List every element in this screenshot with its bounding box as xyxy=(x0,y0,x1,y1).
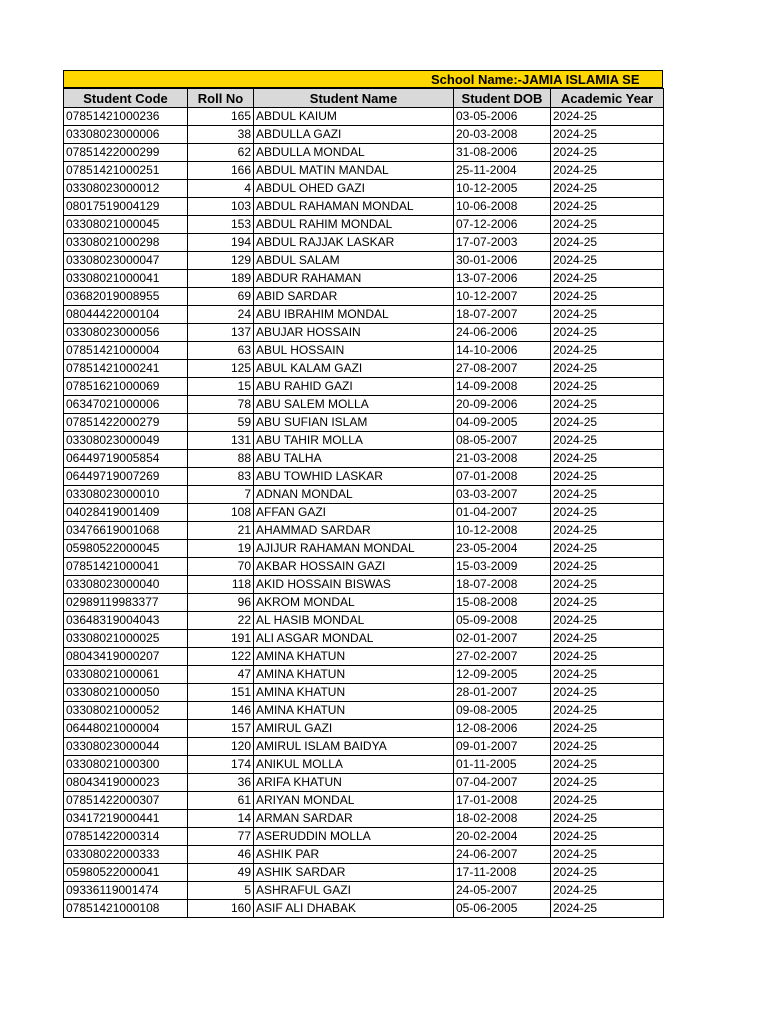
academic-year-cell: 2024-25 xyxy=(551,324,664,342)
student-name-cell: ARIYAN MONDAL xyxy=(254,792,454,810)
roll-no-cell: 157 xyxy=(188,720,254,738)
student-code-cell: 07851421000241 xyxy=(64,360,188,378)
student-name-cell: ABDUL MATIN MANDAL xyxy=(254,162,454,180)
academic-year-cell: 2024-25 xyxy=(551,558,664,576)
academic-year-cell: 2024-25 xyxy=(551,216,664,234)
student-name-cell: ABU RAHID GAZI xyxy=(254,378,454,396)
school-name-text: School Name:-JAMIA ISLAMIA SE xyxy=(431,72,640,87)
roll-no-cell: 108 xyxy=(188,504,254,522)
header-student-dob: Student DOB xyxy=(454,89,551,108)
student-code-cell: 03308022000333 xyxy=(64,846,188,864)
roll-no-cell: 131 xyxy=(188,432,254,450)
student-name-cell: ASERUDDIN MOLLA xyxy=(254,828,454,846)
header-row xyxy=(64,89,664,108)
student-code-cell: 07851421000236 xyxy=(64,108,188,126)
student-code-cell: 05980522000041 xyxy=(64,864,188,882)
academic-year-cell: 2024-25 xyxy=(551,342,664,360)
table-row xyxy=(64,882,664,900)
academic-year-cell: 2024-25 xyxy=(551,432,664,450)
student-code-cell: 03682019008955 xyxy=(64,288,188,306)
roll-no-cell: 83 xyxy=(188,468,254,486)
academic-year-cell: 2024-25 xyxy=(551,756,664,774)
table-row xyxy=(64,846,664,864)
table-row xyxy=(64,540,664,558)
student-name-cell: ABU SALEM MOLLA xyxy=(254,396,454,414)
student-dob-cell: 20-03-2008 xyxy=(454,126,551,144)
roll-no-cell: 96 xyxy=(188,594,254,612)
student-code-cell: 03308023000012 xyxy=(64,180,188,198)
student-name-cell: ABU TOWHID LASKAR xyxy=(254,468,454,486)
table-row xyxy=(64,630,664,648)
roll-no-cell: 38 xyxy=(188,126,254,144)
table-row xyxy=(64,324,664,342)
roll-no-cell: 59 xyxy=(188,414,254,432)
table-row xyxy=(64,126,664,144)
academic-year-cell: 2024-25 xyxy=(551,450,664,468)
roll-no-cell: 7 xyxy=(188,486,254,504)
student-dob-cell: 09-01-2007 xyxy=(454,738,551,756)
student-dob-cell: 18-07-2007 xyxy=(454,306,551,324)
student-name-cell: ANIKUL MOLLA xyxy=(254,756,454,774)
student-code-cell: 06449719007269 xyxy=(64,468,188,486)
roll-no-cell: 49 xyxy=(188,864,254,882)
student-name-cell: AMIRUL GAZI xyxy=(254,720,454,738)
academic-year-cell: 2024-25 xyxy=(551,810,664,828)
student-dob-cell: 23-05-2004 xyxy=(454,540,551,558)
student-dob-cell: 15-03-2009 xyxy=(454,558,551,576)
student-dob-cell: 05-09-2008 xyxy=(454,612,551,630)
table-row xyxy=(64,576,664,594)
student-name-cell: AMINA KHATUN xyxy=(254,702,454,720)
table-row xyxy=(64,414,664,432)
student-dob-cell: 31-08-2006 xyxy=(454,144,551,162)
table-row xyxy=(64,234,664,252)
table-row xyxy=(64,720,664,738)
table-row xyxy=(64,486,664,504)
table-row xyxy=(64,522,664,540)
table-row xyxy=(64,432,664,450)
academic-year-cell: 2024-25 xyxy=(551,648,664,666)
academic-year-cell: 2024-25 xyxy=(551,252,664,270)
academic-year-cell: 2024-25 xyxy=(551,702,664,720)
academic-year-cell: 2024-25 xyxy=(551,684,664,702)
student-dob-cell: 03-05-2006 xyxy=(454,108,551,126)
student-dob-cell: 13-07-2006 xyxy=(454,270,551,288)
student-code-cell: 03308021000041 xyxy=(64,270,188,288)
student-name-cell: AFFAN GAZI xyxy=(254,504,454,522)
table-row xyxy=(64,396,664,414)
table-row xyxy=(64,612,664,630)
academic-year-cell: 2024-25 xyxy=(551,360,664,378)
student-code-cell: 07851421000251 xyxy=(64,162,188,180)
table-row xyxy=(64,198,664,216)
student-dob-cell: 07-01-2008 xyxy=(454,468,551,486)
academic-year-cell: 2024-25 xyxy=(551,198,664,216)
academic-year-cell: 2024-25 xyxy=(551,612,664,630)
table-row xyxy=(64,648,664,666)
roll-no-cell: 88 xyxy=(188,450,254,468)
roll-no-cell: 153 xyxy=(188,216,254,234)
student-name-cell: AKBAR HOSSAIN GAZI xyxy=(254,558,454,576)
student-dob-cell: 07-04-2007 xyxy=(454,774,551,792)
academic-year-cell: 2024-25 xyxy=(551,288,664,306)
academic-year-cell: 2024-25 xyxy=(551,828,664,846)
table-row xyxy=(64,360,664,378)
roll-no-cell: 14 xyxy=(188,810,254,828)
roll-no-cell: 191 xyxy=(188,630,254,648)
student-code-cell: 03308021000300 xyxy=(64,756,188,774)
student-code-cell: 06449719005854 xyxy=(64,450,188,468)
student-name-cell: ABUL KALAM GAZI xyxy=(254,360,454,378)
student-dob-cell: 27-02-2007 xyxy=(454,648,551,666)
student-code-cell: 08043419000207 xyxy=(64,648,188,666)
student-code-cell: 03308021000061 xyxy=(64,666,188,684)
student-code-cell: 07851422000307 xyxy=(64,792,188,810)
academic-year-cell: 2024-25 xyxy=(551,720,664,738)
academic-year-cell: 2024-25 xyxy=(551,738,664,756)
student-code-cell: 07851421000004 xyxy=(64,342,188,360)
student-dob-cell: 25-11-2004 xyxy=(454,162,551,180)
student-name-cell: ASHRAFUL GAZI xyxy=(254,882,454,900)
student-code-cell: 02989119983377 xyxy=(64,594,188,612)
academic-year-cell: 2024-25 xyxy=(551,792,664,810)
student-dob-cell: 10-12-2008 xyxy=(454,522,551,540)
table-row xyxy=(64,306,664,324)
roll-no-cell: 120 xyxy=(188,738,254,756)
academic-year-cell: 2024-25 xyxy=(551,180,664,198)
student-code-cell: 03476619001068 xyxy=(64,522,188,540)
student-dob-cell: 24-06-2006 xyxy=(454,324,551,342)
student-name-cell: AMINA KHATUN xyxy=(254,666,454,684)
student-dob-cell: 27-08-2007 xyxy=(454,360,551,378)
table-row xyxy=(64,810,664,828)
student-dob-cell: 01-11-2005 xyxy=(454,756,551,774)
student-name-cell: AMIRUL ISLAM BAIDYA xyxy=(254,738,454,756)
student-dob-cell: 28-01-2007 xyxy=(454,684,551,702)
academic-year-cell: 2024-25 xyxy=(551,486,664,504)
student-dob-cell: 15-08-2008 xyxy=(454,594,551,612)
table-row xyxy=(64,180,664,198)
school-name-banner xyxy=(63,70,663,88)
academic-year-cell: 2024-25 xyxy=(551,504,664,522)
academic-year-cell: 2024-25 xyxy=(551,144,664,162)
student-dob-cell: 20-09-2006 xyxy=(454,396,551,414)
student-name-cell: ARIFA KHATUN xyxy=(254,774,454,792)
roll-no-cell: 5 xyxy=(188,882,254,900)
academic-year-cell: 2024-25 xyxy=(551,396,664,414)
student-dob-cell: 30-01-2006 xyxy=(454,252,551,270)
roll-no-cell: 21 xyxy=(188,522,254,540)
student-dob-cell: 14-10-2006 xyxy=(454,342,551,360)
table-row xyxy=(64,450,664,468)
student-name-cell: ABDUL RAHAMAN MONDAL xyxy=(254,198,454,216)
table-body xyxy=(64,108,664,918)
student-name-cell: ADNAN MONDAL xyxy=(254,486,454,504)
spreadsheet xyxy=(63,70,663,918)
roll-no-cell: 146 xyxy=(188,702,254,720)
academic-year-cell: 2024-25 xyxy=(551,540,664,558)
header-student-code: Student Code xyxy=(64,89,188,108)
student-name-cell: ABU SUFIAN ISLAM xyxy=(254,414,454,432)
academic-year-cell: 2024-25 xyxy=(551,108,664,126)
student-name-cell: AKROM MONDAL xyxy=(254,594,454,612)
academic-year-cell: 2024-25 xyxy=(551,630,664,648)
academic-year-cell: 2024-25 xyxy=(551,576,664,594)
table-row xyxy=(64,864,664,882)
roll-no-cell: 4 xyxy=(188,180,254,198)
student-dob-cell: 18-07-2008 xyxy=(454,576,551,594)
student-code-cell: 07851422000299 xyxy=(64,144,188,162)
student-name-cell: AJIJUR RAHAMAN MONDAL xyxy=(254,540,454,558)
student-dob-cell: 14-09-2008 xyxy=(454,378,551,396)
student-name-cell: ABUJAR HOSSAIN xyxy=(254,324,454,342)
student-name-cell: ASHIK SARDAR xyxy=(254,864,454,882)
student-name-cell: AMINA KHATUN xyxy=(254,648,454,666)
roll-no-cell: 103 xyxy=(188,198,254,216)
table-row xyxy=(64,774,664,792)
student-code-cell: 09336119001474 xyxy=(64,882,188,900)
roll-no-cell: 129 xyxy=(188,252,254,270)
student-code-cell: 03417219000441 xyxy=(64,810,188,828)
student-code-cell: 03308021000025 xyxy=(64,630,188,648)
student-code-cell: 08017519004129 xyxy=(64,198,188,216)
student-code-cell: 03308021000050 xyxy=(64,684,188,702)
student-dob-cell: 10-12-2007 xyxy=(454,288,551,306)
student-code-cell: 07851422000279 xyxy=(64,414,188,432)
student-dob-cell: 01-04-2007 xyxy=(454,504,551,522)
student-dob-cell: 21-03-2008 xyxy=(454,450,551,468)
roll-no-cell: 69 xyxy=(188,288,254,306)
roll-no-cell: 62 xyxy=(188,144,254,162)
student-name-cell: ABDULLA MONDAL xyxy=(254,144,454,162)
student-dob-cell: 10-06-2008 xyxy=(454,198,551,216)
student-dob-cell: 07-12-2006 xyxy=(454,216,551,234)
table-row xyxy=(64,252,664,270)
student-name-cell: ASHIK PAR xyxy=(254,846,454,864)
academic-year-cell: 2024-25 xyxy=(551,864,664,882)
student-name-cell: AL HASIB MONDAL xyxy=(254,612,454,630)
academic-year-cell: 2024-25 xyxy=(551,522,664,540)
academic-year-cell: 2024-25 xyxy=(551,468,664,486)
header-student-name: Student Name xyxy=(254,89,454,108)
student-code-cell: 03308023000044 xyxy=(64,738,188,756)
header-academic-year: Academic Year xyxy=(551,89,664,108)
student-code-cell: 03308023000040 xyxy=(64,576,188,594)
student-code-cell: 03308021000045 xyxy=(64,216,188,234)
academic-year-cell: 2024-25 xyxy=(551,774,664,792)
roll-no-cell: 78 xyxy=(188,396,254,414)
roll-no-cell: 46 xyxy=(188,846,254,864)
roll-no-cell: 151 xyxy=(188,684,254,702)
student-code-cell: 03308023000049 xyxy=(64,432,188,450)
student-dob-cell: 18-02-2008 xyxy=(454,810,551,828)
student-dob-cell: 17-07-2003 xyxy=(454,234,551,252)
academic-year-cell: 2024-25 xyxy=(551,882,664,900)
roll-no-cell: 122 xyxy=(188,648,254,666)
student-name-cell: AKID HOSSAIN BISWAS xyxy=(254,576,454,594)
student-name-cell: ABDUL RAJJAK LASKAR xyxy=(254,234,454,252)
academic-year-cell: 2024-25 xyxy=(551,126,664,144)
student-code-cell: 03648319004043 xyxy=(64,612,188,630)
table-row xyxy=(64,270,664,288)
table-row xyxy=(64,288,664,306)
table-row xyxy=(64,666,664,684)
student-name-cell: ALI ASGAR MONDAL xyxy=(254,630,454,648)
academic-year-cell: 2024-25 xyxy=(551,270,664,288)
academic-year-cell: 2024-25 xyxy=(551,666,664,684)
table-row xyxy=(64,684,664,702)
roll-no-cell: 70 xyxy=(188,558,254,576)
student-dob-cell: 17-01-2008 xyxy=(454,792,551,810)
table-row xyxy=(64,594,664,612)
table-row xyxy=(64,792,664,810)
student-dob-cell: 04-09-2005 xyxy=(454,414,551,432)
student-dob-cell: 12-08-2006 xyxy=(454,720,551,738)
roll-no-cell: 189 xyxy=(188,270,254,288)
student-name-cell: ABDUL SALAM xyxy=(254,252,454,270)
student-code-cell: 07851422000314 xyxy=(64,828,188,846)
table-row xyxy=(64,144,664,162)
roll-no-cell: 194 xyxy=(188,234,254,252)
student-dob-cell: 24-05-2007 xyxy=(454,882,551,900)
roll-no-cell: 36 xyxy=(188,774,254,792)
table-row xyxy=(64,738,664,756)
student-name-cell: ABU TAHIR MOLLA xyxy=(254,432,454,450)
student-code-cell: 07851421000108 xyxy=(64,900,188,918)
student-name-cell: AMINA KHATUN xyxy=(254,684,454,702)
student-name-cell: ABU IBRAHIM MONDAL xyxy=(254,306,454,324)
table-row xyxy=(64,828,664,846)
student-code-cell: 03308023000056 xyxy=(64,324,188,342)
table-row xyxy=(64,342,664,360)
student-name-cell: AHAMMAD SARDAR xyxy=(254,522,454,540)
roll-no-cell: 118 xyxy=(188,576,254,594)
roll-no-cell: 19 xyxy=(188,540,254,558)
roll-no-cell: 63 xyxy=(188,342,254,360)
student-name-cell: ABDUL KAIUM xyxy=(254,108,454,126)
student-dob-cell: 20-02-2004 xyxy=(454,828,551,846)
student-name-cell: ASIF ALI DHABAK xyxy=(254,900,454,918)
student-code-cell: 06448021000004 xyxy=(64,720,188,738)
header-roll-no: Roll No xyxy=(188,89,254,108)
student-code-cell: 03308023000006 xyxy=(64,126,188,144)
student-code-cell: 05980522000045 xyxy=(64,540,188,558)
roll-no-cell: 77 xyxy=(188,828,254,846)
table-row xyxy=(64,558,664,576)
roll-no-cell: 166 xyxy=(188,162,254,180)
roll-no-cell: 15 xyxy=(188,378,254,396)
table-row xyxy=(64,468,664,486)
academic-year-cell: 2024-25 xyxy=(551,414,664,432)
roll-no-cell: 137 xyxy=(188,324,254,342)
roll-no-cell: 22 xyxy=(188,612,254,630)
academic-year-cell: 2024-25 xyxy=(551,306,664,324)
roll-no-cell: 47 xyxy=(188,666,254,684)
student-dob-cell: 17-11-2008 xyxy=(454,864,551,882)
academic-year-cell: 2024-25 xyxy=(551,162,664,180)
student-code-cell: 03308023000047 xyxy=(64,252,188,270)
student-name-cell: ABDUL RAHIM MONDAL xyxy=(254,216,454,234)
table-row xyxy=(64,108,664,126)
table-row xyxy=(64,216,664,234)
roll-no-cell: 160 xyxy=(188,900,254,918)
student-code-cell: 03308021000052 xyxy=(64,702,188,720)
table-row xyxy=(64,702,664,720)
student-code-cell: 08043419000023 xyxy=(64,774,188,792)
student-name-cell: ARMAN SARDAR xyxy=(254,810,454,828)
student-dob-cell: 12-09-2005 xyxy=(454,666,551,684)
academic-year-cell: 2024-25 xyxy=(551,234,664,252)
roll-no-cell: 125 xyxy=(188,360,254,378)
table-row xyxy=(64,756,664,774)
student-name-cell: ABDULLA GAZI xyxy=(254,126,454,144)
table-row xyxy=(64,900,664,918)
student-code-cell: 03308021000298 xyxy=(64,234,188,252)
table-row xyxy=(64,504,664,522)
student-dob-cell: 03-03-2007 xyxy=(454,486,551,504)
student-name-cell: ABUL HOSSAIN xyxy=(254,342,454,360)
roll-no-cell: 165 xyxy=(188,108,254,126)
table-row xyxy=(64,378,664,396)
student-dob-cell: 24-06-2007 xyxy=(454,846,551,864)
student-dob-cell: 02-01-2007 xyxy=(454,630,551,648)
student-code-cell: 04028419001409 xyxy=(64,504,188,522)
student-code-cell: 07851621000069 xyxy=(64,378,188,396)
roll-no-cell: 24 xyxy=(188,306,254,324)
student-dob-cell: 05-06-2005 xyxy=(454,900,551,918)
student-code-cell: 08044422000104 xyxy=(64,306,188,324)
academic-year-cell: 2024-25 xyxy=(551,594,664,612)
table-row xyxy=(64,162,664,180)
student-name-cell: ABID SARDAR xyxy=(254,288,454,306)
student-dob-cell: 08-05-2007 xyxy=(454,432,551,450)
academic-year-cell: 2024-25 xyxy=(551,378,664,396)
student-table xyxy=(63,88,664,918)
academic-year-cell: 2024-25 xyxy=(551,900,664,918)
student-name-cell: ABU TALHA xyxy=(254,450,454,468)
academic-year-cell: 2024-25 xyxy=(551,846,664,864)
student-dob-cell: 10-12-2005 xyxy=(454,180,551,198)
student-name-cell: ABDUR RAHAMAN xyxy=(254,270,454,288)
student-code-cell: 06347021000006 xyxy=(64,396,188,414)
student-dob-cell: 09-08-2005 xyxy=(454,702,551,720)
student-code-cell: 07851421000041 xyxy=(64,558,188,576)
roll-no-cell: 61 xyxy=(188,792,254,810)
student-code-cell: 03308023000010 xyxy=(64,486,188,504)
roll-no-cell: 174 xyxy=(188,756,254,774)
student-name-cell: ABDUL OHED GAZI xyxy=(254,180,454,198)
